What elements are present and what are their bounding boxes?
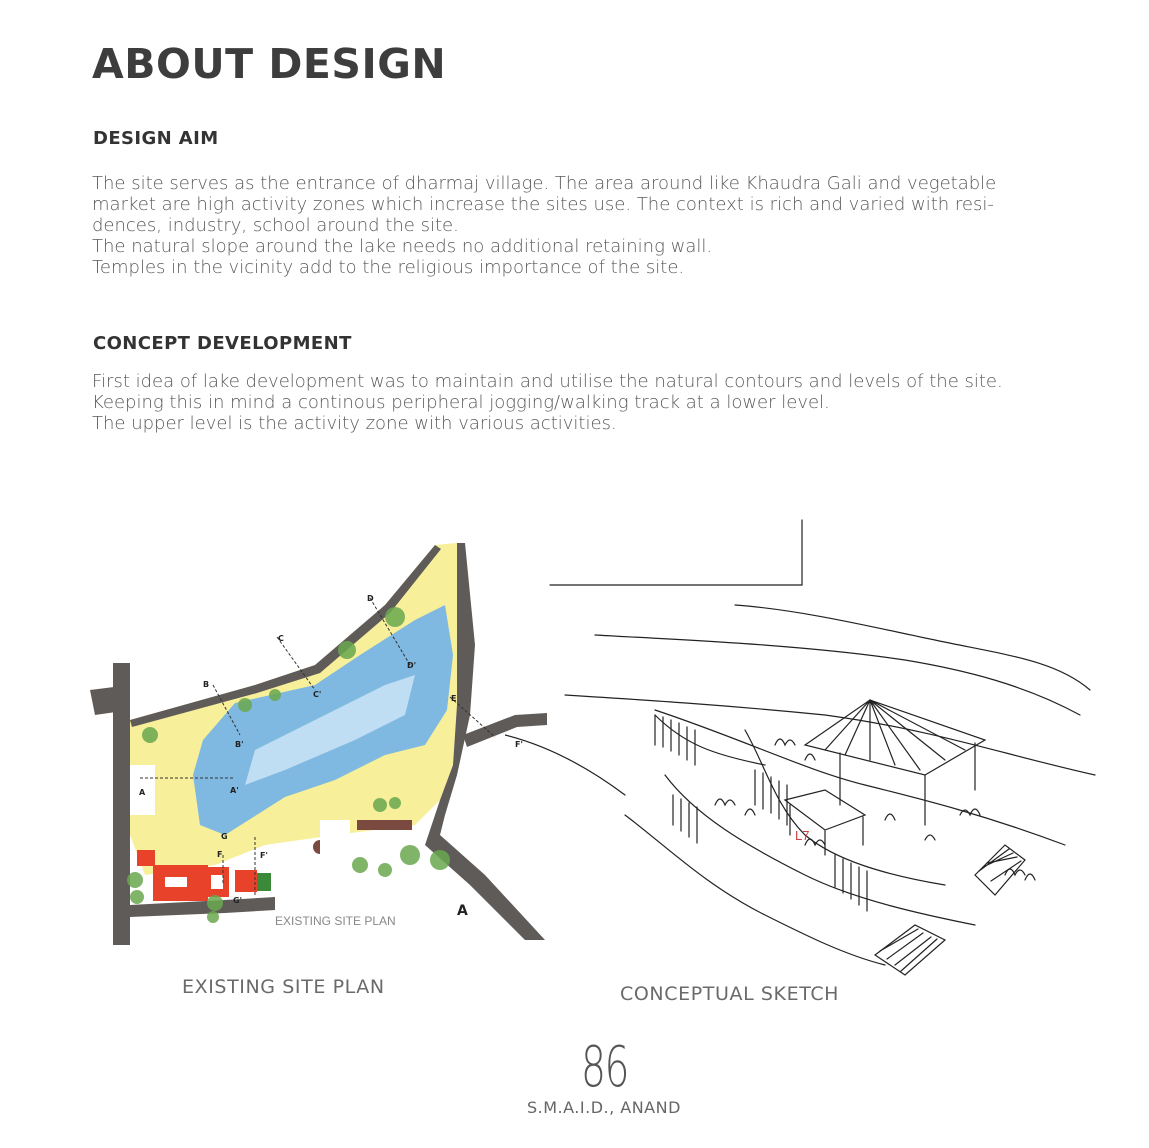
north-arrow-icon: A: [457, 903, 468, 919]
section-label: F: [217, 850, 223, 859]
section-label: B': [235, 740, 244, 749]
design-aim-line: Temples in the vicinity add to the religious importance of the site.: [92, 257, 685, 278]
section-label: G: [221, 832, 228, 841]
section-label: A': [230, 786, 239, 795]
section-label: G': [233, 896, 243, 905]
design-aim-line: market are high activity zones which increase the sites use. The context is rich and varied with resi-: [92, 194, 994, 215]
section-label: E: [451, 694, 457, 703]
existing-site-plan: [85, 535, 555, 945]
building: [137, 850, 155, 866]
section-label: D: [367, 594, 374, 603]
section-label: A: [139, 788, 146, 797]
section-label: B: [203, 680, 210, 689]
design-aim-line: The site serves as the entrance of dharmaj village. The area around like Khaudra Gali and vegetable: [92, 173, 997, 194]
concept-development-heading: CONCEPT DEVELOPMENT: [93, 333, 352, 354]
concept-line: Keeping this in mind a continous peripheral jogging/walking track at a lower level.: [92, 392, 830, 413]
section-label: D': [407, 661, 417, 670]
building: [165, 877, 187, 887]
sketch-caption: CONCEPTUAL SKETCH: [620, 983, 840, 1005]
building: [257, 873, 271, 891]
design-aim-line: dences, industry, school around the site.: [92, 215, 459, 236]
site-plan-caption: EXISTING SITE PLAN: [182, 976, 385, 998]
footer-institution: S.M.A.I.D., ANAND: [527, 1098, 681, 1117]
building: [235, 870, 257, 892]
design-aim-line: The natural slope around the lake needs no additional retaining wall.: [92, 236, 713, 257]
building: [211, 875, 223, 889]
section-label: C: [278, 634, 284, 643]
open-area: [320, 820, 350, 860]
sketch-annotation: L7: [795, 828, 810, 843]
road-northwest: [90, 685, 130, 715]
section-label: C': [313, 690, 322, 699]
conceptual-sketch: [505, 515, 1115, 1015]
building: [357, 820, 412, 830]
section-label: F': [260, 851, 268, 860]
section-label: F': [515, 740, 523, 749]
concept-line: First idea of lake development was to maintain and utilise the natural contours and levels of the site.: [92, 371, 1003, 392]
concept-development-text: [92, 371, 1102, 434]
page-title: ABOUT DESIGN: [92, 40, 447, 88]
page-number: 86: [581, 1035, 629, 1100]
concept-line: The upper level is the activity zone with various activities.: [92, 413, 617, 434]
site-plan-inner-caption: EXISTING SITE PLAN: [275, 914, 396, 928]
design-aim-text: [92, 173, 1102, 278]
design-aim-heading: DESIGN AIM: [93, 128, 219, 149]
